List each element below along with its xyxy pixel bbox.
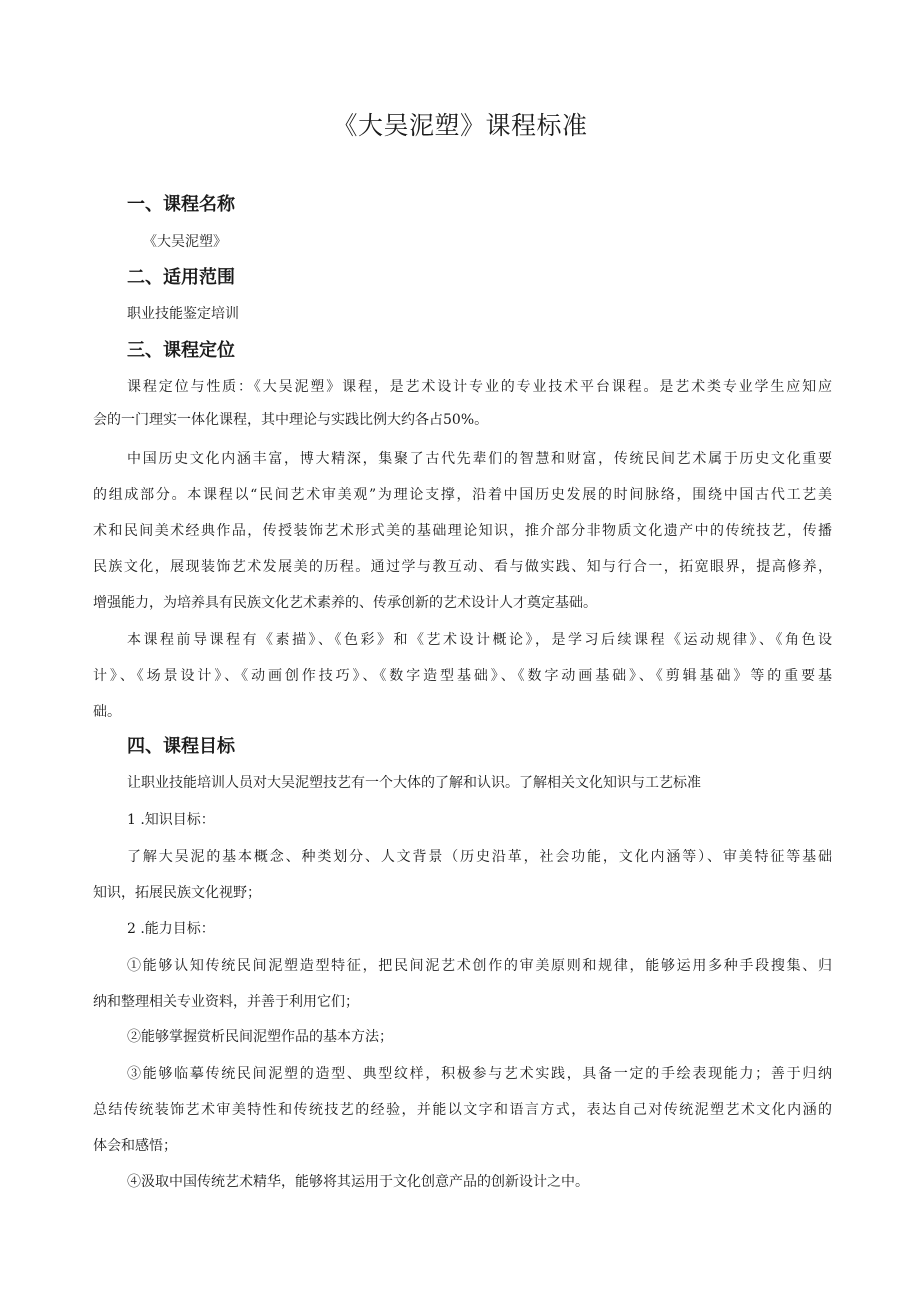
- section-heading-positioning: 三、课程定位: [127, 340, 235, 361]
- paragraph-line: ③能够临摹传统民间泥塑的造型、典型纹样，积极参与艺术实践，具备一定的手绘表现能力；善于归纳: [127, 1066, 832, 1082]
- document-title: 《大吴泥塑》课程标准: [332, 111, 588, 140]
- ability-objective-label: 2 .能力目标：: [127, 921, 215, 937]
- paragraph-line: ②能够掌握赏析民间泥塑作品的基本方法；: [127, 1029, 393, 1045]
- objectives-intro: 让职业技能培训人员对大吴泥塑技艺有一个大体的了解和认识。了解相关文化知识与工艺标准: [127, 775, 701, 791]
- course-name-text: 《大吴泥塑》: [143, 234, 227, 250]
- paragraph-line: 纳和整理相关专业资料，并善于利用它们；: [93, 994, 359, 1010]
- knowledge-objective-label: 1 .知识目标：: [127, 812, 215, 828]
- paragraph-line: 计》、《场景设计》、《动画创作技巧》、《数字造型基础》、《数字动画基础》、《剪辑基础》等的重要基: [93, 668, 832, 684]
- paragraph-line: 课程定位与性质：《大吴泥塑》课程，是艺术设计专业的专业技术平台课程。是艺术类专业学生应知应: [127, 379, 832, 395]
- section-heading-scope: 二、适用范围: [127, 267, 235, 288]
- section-heading-course-name: 一、课程名称: [127, 194, 235, 215]
- paragraph-line: 的组成部分。本课程以“民间艺术审美观”为理论支撑，沿着中国历史发展的时间脉络，围绕中国古代工艺美: [93, 487, 832, 503]
- scope-text: 职业技能鉴定培训: [127, 306, 239, 322]
- paragraph-line: 民族文化，展现装饰艺术发展美的历程。通过学与教互动、看与做实践、知与行合一，拓宽眼界，提高修养，: [93, 559, 832, 575]
- paragraph-line: 术和民间美术经典作品，传授装饰艺术形式美的基础理论知识，推介部分非物质文化遗产中的传统技艺，传播: [93, 523, 832, 539]
- paragraph-line: 总结传统装饰艺术审美特性和传统技艺的经验，并能以文字和语言方式，表达自己对传统泥塑艺术文化内涵的: [93, 1102, 832, 1118]
- paragraph-line: 会的一门理实一体化课程，其中理论与实践比例大约各占50%。: [93, 412, 489, 428]
- paragraph-line: 体会和感悟；: [93, 1138, 177, 1154]
- section-heading-objectives: 四、课程目标: [127, 736, 235, 757]
- paragraph-line: 础。: [93, 704, 121, 720]
- paragraph-line: 知识，拓展民族文化视野；: [93, 885, 261, 901]
- paragraph-line: 中国历史文化内涵丰富，博大精深，集聚了古代先辈们的智慧和财富，传统民间艺术属于历史文化重要: [127, 451, 832, 467]
- paragraph-line: 增强能力，为培养具有民族文化艺术素养的、传承创新的艺术设计人才奠定基础。: [93, 595, 597, 611]
- paragraph-line: ①能够认知传统民间泥塑造型特征，把民间泥艺术创作的审美原则和规律，能够运用多种手段搜集、归: [127, 958, 832, 974]
- paragraph-line: ④汲取中国传统艺术精华，能够将其运用于文化创意产品的创新设计之中。: [127, 1174, 589, 1190]
- paragraph-line: 本课程前导课程有《素描》、《色彩》和《艺术设计概论》，是学习后续课程《运动规律》、《角色设: [127, 632, 832, 648]
- paragraph-line: 了解大吴泥的基本概念、种类划分、人文背景（历史沿革，社会功能，文化内涵等）、审美特征等基础: [127, 849, 832, 865]
